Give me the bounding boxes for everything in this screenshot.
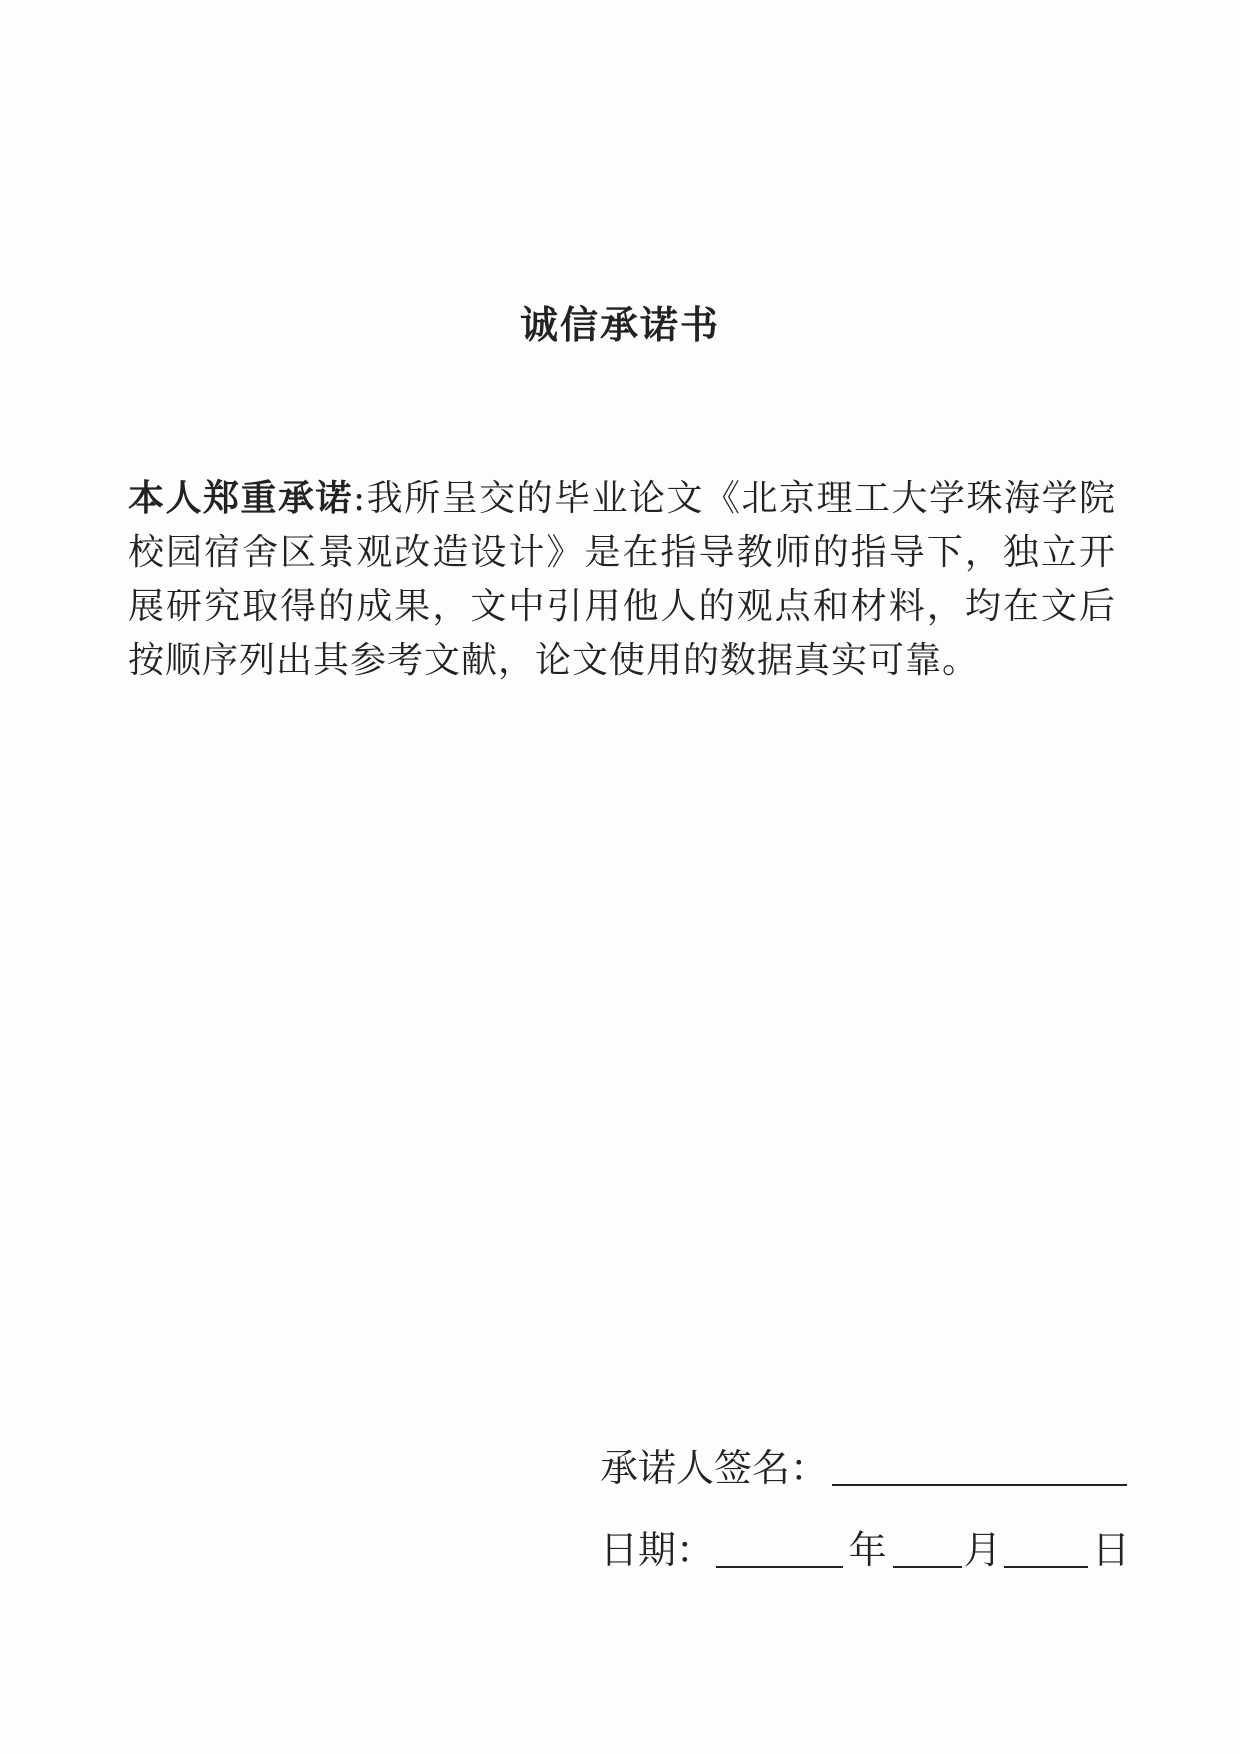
declaration-paragraph	[128, 472, 1116, 688]
signature-blank[interactable]	[832, 1440, 1127, 1486]
signer-label: 承诺人签名：	[600, 1446, 829, 1490]
date-label: 日期：	[600, 1528, 715, 1572]
declaration-separator: :	[352, 478, 367, 519]
year-blank[interactable]	[716, 1522, 843, 1568]
day-blank[interactable]	[1004, 1522, 1088, 1568]
date-row	[600, 1514, 1130, 1574]
page-title: 诚信承诺书	[519, 303, 720, 347]
declaration-body: 我所呈交的毕业论文《北京理工大学珠海学院校园宿舍区景观改造设计》是在指导教师的指导下，独立开展研究取得的成果，文中引用他人的观点和材料，均在文后按顺序列出其参考文献，论文使用的数据真实可靠。	[128, 478, 1116, 681]
signature-row	[600, 1432, 1130, 1492]
day-label: 日	[1091, 1528, 1130, 1572]
year-label: 年	[848, 1528, 887, 1572]
month-label: 月	[963, 1528, 1002, 1572]
signature-block	[600, 1432, 1130, 1574]
month-blank[interactable]	[893, 1522, 962, 1568]
declaration-lead: 本人郑重承诺	[128, 478, 353, 519]
